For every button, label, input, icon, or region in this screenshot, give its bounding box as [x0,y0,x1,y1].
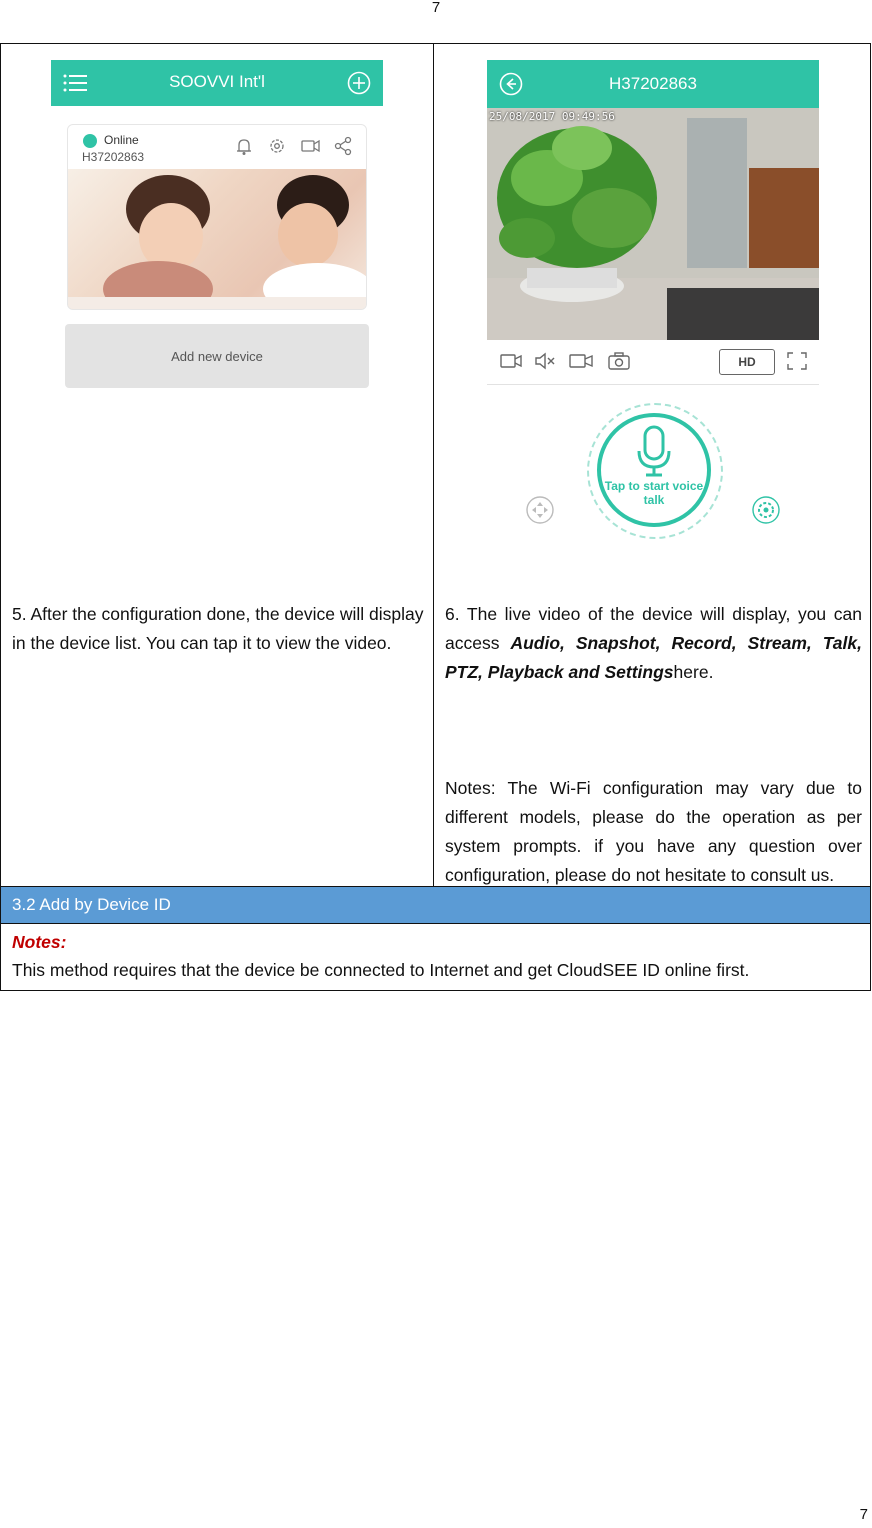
step-5-caption: 5. After the configuration done, the device will display in the device list. You can tap it to view the video. [12,604,424,653]
section-heading: 3.2 Add by Device ID [1,887,871,924]
step-5-cell [1,44,434,887]
step-6-caption-intro: 6. The live video of the device will display, you can access [445,604,862,653]
step-6-caption-end: here. [673,662,714,682]
device-id-notes-cell [1,924,871,991]
family-photo-illustration [68,169,366,309]
playback-icon[interactable] [299,135,321,157]
step-6-cell [434,44,871,887]
step-6-caption [445,600,862,687]
fullscreen-icon[interactable] [785,350,809,372]
stream-icon[interactable] [499,350,523,372]
notes-text: This method requires that the device be connected to Internet and get CloudSEE ID online first. [12,960,750,980]
step-6-feature-list: Audio, Snapshot, Record, Stream, Talk, PTZ, Playback and Settings [445,633,862,682]
voice-talk-area [487,385,819,575]
audio-mute-icon[interactable] [533,350,557,372]
online-status-label: Online [104,133,139,147]
add-device-icon[interactable] [347,71,371,95]
record-icon[interactable] [569,350,593,372]
page-number-bottom: 7 [859,1506,868,1523]
live-video-screenshot [487,60,819,575]
hd-quality-button[interactable]: HD [719,349,775,375]
online-status-icon [83,134,97,148]
settings-gear-icon[interactable] [266,135,288,157]
device-card[interactable] [67,124,367,310]
voice-talk-label: Tap to start voice talk [604,479,704,507]
video-controls-bar [487,340,819,385]
device-list-screenshot [51,60,383,388]
alarm-icon[interactable] [233,135,255,157]
microphone-icon [636,425,672,477]
plant-scene-illustration [487,108,819,340]
app-title: SOOVVI Int'l [169,72,265,91]
add-new-device-button[interactable]: Add new device [65,324,369,388]
app-header [51,60,383,106]
notes-title: Notes: [12,932,67,952]
device-id-label: H37202863 [82,150,145,164]
wifi-config-notes: Notes: The Wi-Fi configuration may vary due to different models, please do the operation as per system prompts. if you have any question over configuration, please do not hesitate to consult us. [445,778,862,885]
ptz-control-icon[interactable] [525,495,555,525]
video-header [487,60,819,108]
device-preview-image[interactable] [68,169,366,309]
page-number-top: 7 [431,0,441,16]
device-title: H37202863 [609,74,697,93]
device-card-header [68,125,366,169]
live-video-view[interactable] [487,108,819,340]
video-timestamp: 25/08/2017 09:49:56 [489,110,615,123]
settings-icon[interactable] [751,495,781,525]
device-card-actions [233,135,354,157]
instruction-table [0,43,871,991]
share-icon[interactable] [332,135,354,157]
snapshot-camera-icon[interactable] [607,350,631,372]
